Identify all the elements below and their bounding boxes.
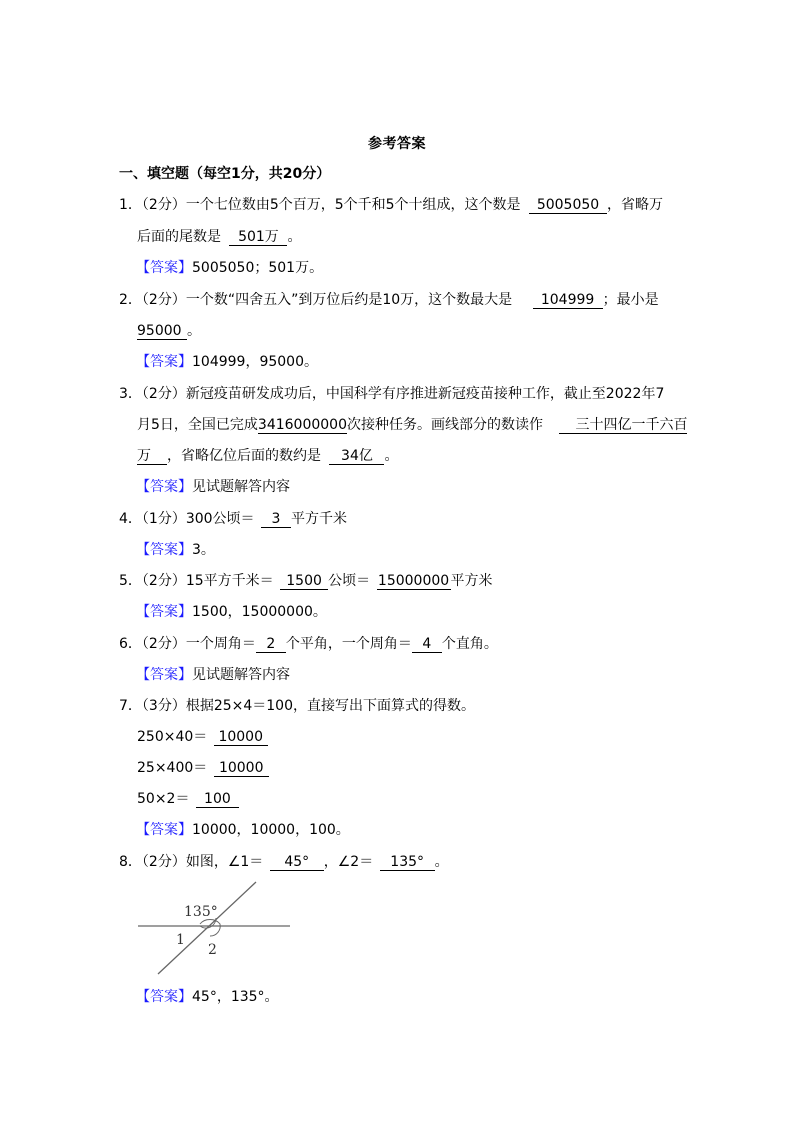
page-title: 参考答案 [368,136,426,152]
answer-tag: 【答案】 [136,479,192,495]
question-8-blank-2: 135° [380,854,435,871]
answer-tag: 【答案】 [136,260,192,276]
question-7-eq-1 [137,727,268,747]
angle-label-1: 1 [176,932,185,948]
section-heading: 一、填空题（每空1分，共20分） [119,166,331,182]
question-3-answer [136,477,290,497]
question-7-answer [136,820,350,840]
question-6-answer [136,665,290,685]
question-8-line [119,852,449,872]
question-6-text: 6．（2分）一个周角＝ [119,636,256,652]
question-2-line-2 [137,321,201,341]
question-3-text-2: 月5日，全国已完成 [137,417,258,433]
angle-figure [138,878,294,978]
question-2-answer [136,352,318,372]
question-5-text: 5．（2分）15平方千米＝ [119,573,274,589]
question-5-blank-2: 15000000 [377,573,450,589]
question-7-line: 7．（3分）根据25×4＝100，直接写出下面算式的得数。 [119,698,475,714]
question-6-line [119,634,498,654]
question-7-eq-2 [137,758,269,778]
question-4-suffix: 平方千米 [291,511,347,527]
question-3-blank-1: 三十四亿一千六百 [559,417,687,434]
question-7-eq-3 [137,789,239,809]
question-2-blank-2: 95000 [137,323,187,340]
question-5-text-mid: 公顷＝ [328,573,371,589]
underlined-number: 3416000000 [257,417,347,433]
question-8-blank-1: 45° [270,854,324,871]
angle-label-135: 135° [184,904,218,920]
question-3-line-3 [137,446,398,466]
answer-text: 1500，15000000。 [192,604,327,620]
question-8-text-mid: ，∠2＝ [323,854,374,870]
question-2-text: 2．（2分）一个数“四舍五入”到万位后约是10万，这个数最大是 [119,292,513,308]
equation-text: 25×400＝ [137,760,208,776]
question-3-line-2 [137,415,687,435]
question-4-line [119,509,347,529]
question-5-answer [136,602,327,622]
answer-text: 10000，10000，100。 [192,822,350,838]
question-3-blank-1-cont: 万 [137,448,167,465]
question-3-text-3: ，省略亿位后面的数约是 [167,448,321,464]
answer-tag: 【答案】 [136,354,192,370]
question-8-text: 8．（2分）如图，∠1＝ [119,854,264,870]
question-8-answer [136,987,279,1007]
question-6-blank-1: 2 [256,636,286,653]
question-4-answer [136,540,215,560]
answer-text: 见试题解答内容 [192,479,290,495]
question-7-blank-1: 10000 [214,729,268,746]
answer-tag: 【答案】 [136,822,192,838]
answer-tag: 【答案】 [136,604,192,620]
answer-tag: 【答案】 [136,989,192,1005]
question-1-text-mid: ，省略万 [607,197,663,213]
question-4-text: 4．（1分）300公顷＝ [119,511,255,527]
equation-text: 50×2＝ [137,791,190,807]
answer-tag: 【答案】 [136,542,192,558]
angle-label-2: 2 [208,942,217,958]
question-5-blank-1: 1500 [280,573,328,590]
question-1-line-1 [119,195,663,215]
question-8-end: 。 [434,854,449,870]
answer-text: 见试题解答内容 [192,667,290,683]
question-7-blank-2: 10000 [214,760,269,777]
question-2-end: 。 [187,323,201,339]
question-5-line [119,571,493,591]
question-1-blank-1: 5005050 [529,197,607,214]
answer-text: 104999，95000。 [192,354,318,370]
question-1-text-2: 后面的尾数是 [137,229,221,245]
answer-tag: 【答案】 [136,667,192,683]
question-2-line-1 [119,290,659,310]
question-5-suffix: 平方米 [450,573,493,589]
equation-text: 250×40＝ [137,729,208,745]
question-4-blank-1: 3 [261,511,291,528]
answer-text: 3。 [192,542,215,558]
question-3-text-mid: 次接种任务。画线部分的数读作 [347,417,543,433]
question-2-blank-1: 104999 [533,292,603,309]
question-3-end: 。 [384,448,399,464]
question-3-blank-2: 34亿 [329,448,384,465]
question-1-text: 1．（2分）一个七位数由5个百万，5个千和5个十组成，这个数是 [119,197,521,213]
question-3-line-1: 3．（2分）新冠疫苗研发成功后，中国科学有序推进新冠疫苗接种工作，截止至2022年7 [119,386,665,402]
question-1-answer [136,258,323,278]
question-6-text-mid: 个平角，一个周角＝ [285,636,412,652]
question-7-blank-3: 100 [196,791,239,808]
question-1-line-2 [137,227,301,247]
question-6-blank-2: 4 [412,636,442,653]
question-2-text-mid: ；最小是 [602,292,659,308]
question-1-blank-2: 501万 [229,229,287,246]
question-6-suffix: 个直角。 [441,636,498,652]
answer-text: 45°，135°。 [192,989,279,1005]
answer-text: 5005050；501万。 [192,260,324,276]
question-1-end: 。 [287,229,302,245]
